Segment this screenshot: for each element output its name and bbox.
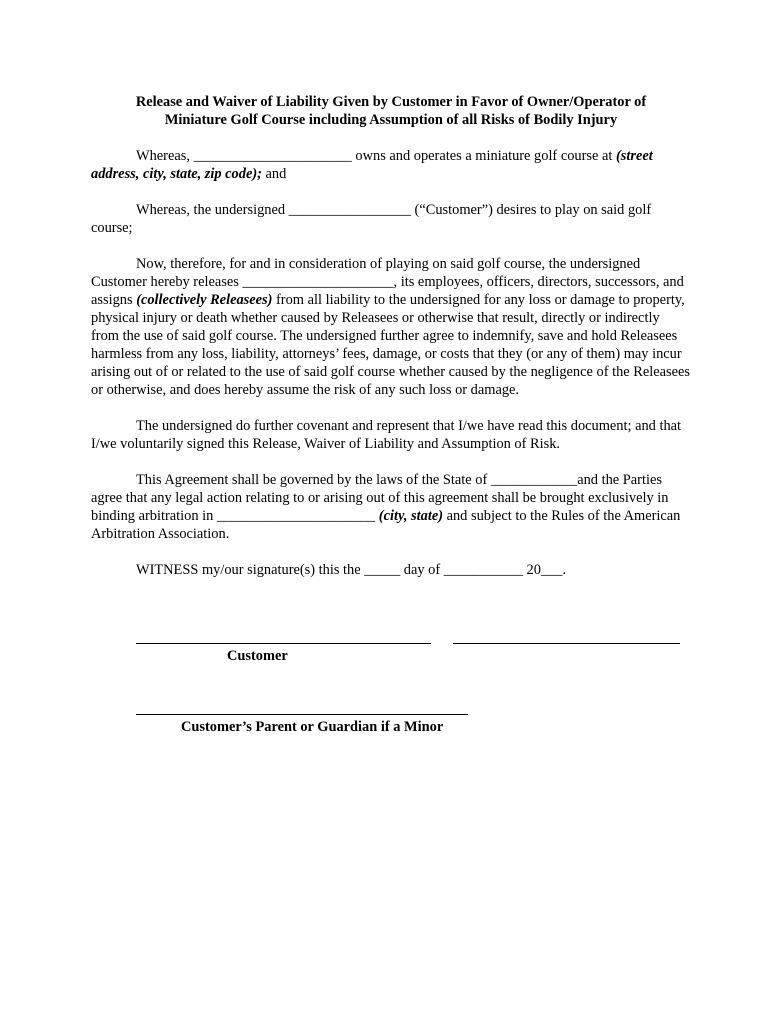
p5-text-a: This Agreement shall be governed by the laws of the State of ____________and the Parties agree that any legal action relating to or arising out of this agreement shall be brought exclusively in binding arbitration in ______________________	[91, 472, 669, 524]
p3-text-a: Now, therefore, for and in consideration of playing on said golf course, the undersigned Customer hereby releases _____________________, its employees, officers, directors, successors, and assigns	[91, 256, 684, 308]
p5-city-state-placeholder: (city, state)	[378, 508, 443, 524]
guardian-signature-label: Customer’s Parent or Guardian if a Minor	[181, 719, 444, 735]
customer-signature-label: Customer	[227, 648, 288, 664]
second-signature-line[interactable]	[453, 643, 680, 644]
document-body	[91, 93, 691, 579]
title-line-1: Release and Waiver of Liability Given by Customer in Favor of Owner/Operator of	[135, 94, 647, 110]
p5-text-c: and subject to the Rules of the American Arbitration Association.	[91, 508, 681, 542]
release-paragraph	[91, 255, 691, 399]
whereas-customer-paragraph: Whereas, the undersigned _________________ (“Customer”) desires to play on said golf course;	[91, 202, 652, 236]
p1-text-c: and	[261, 166, 287, 182]
title-line-2: Miniature Golf Course including Assumption of all Risks of Bodily Injury	[164, 112, 618, 128]
p1-text-a: Whereas, ______________________ owns and operates a miniature golf course at	[136, 148, 616, 164]
covenant-paragraph: The undersigned do further covenant and represent that I/we have read this document; and that I/we voluntarily signed this Release, Waiver of Liability and Assumption of Risk.	[91, 418, 682, 452]
governing-law-paragraph	[91, 471, 691, 543]
p3-text-c: from all liability to the undersigned for any loss or damage to property, physical injury or death whether caused by Releasees or otherwise that result, directly or indirectly from the use of said golf course. The undersigned further agree to indemnify, save and hold Releasees harmless from any loss, liability, attorneys’ fees, damage, or costs that they (or any of them) may incur arising out of or related to the use of said golf course whether caused by the negligence of the Releasees or otherwise, and does hereby assume the risk of any such loss or damage.	[91, 292, 690, 398]
guardian-signature-line[interactable]	[136, 714, 468, 715]
p3-releasees-term: (collectively Releasees)	[136, 292, 273, 308]
p1-address-placeholder: (street address, city, state, zip code);	[91, 148, 653, 182]
document-title	[91, 93, 691, 129]
whereas-owner-paragraph	[91, 147, 691, 183]
customer-signature-line[interactable]	[136, 643, 431, 644]
witness-line: WITNESS my/our signature(s) this the _____ day of ___________ 20___.	[136, 562, 567, 578]
